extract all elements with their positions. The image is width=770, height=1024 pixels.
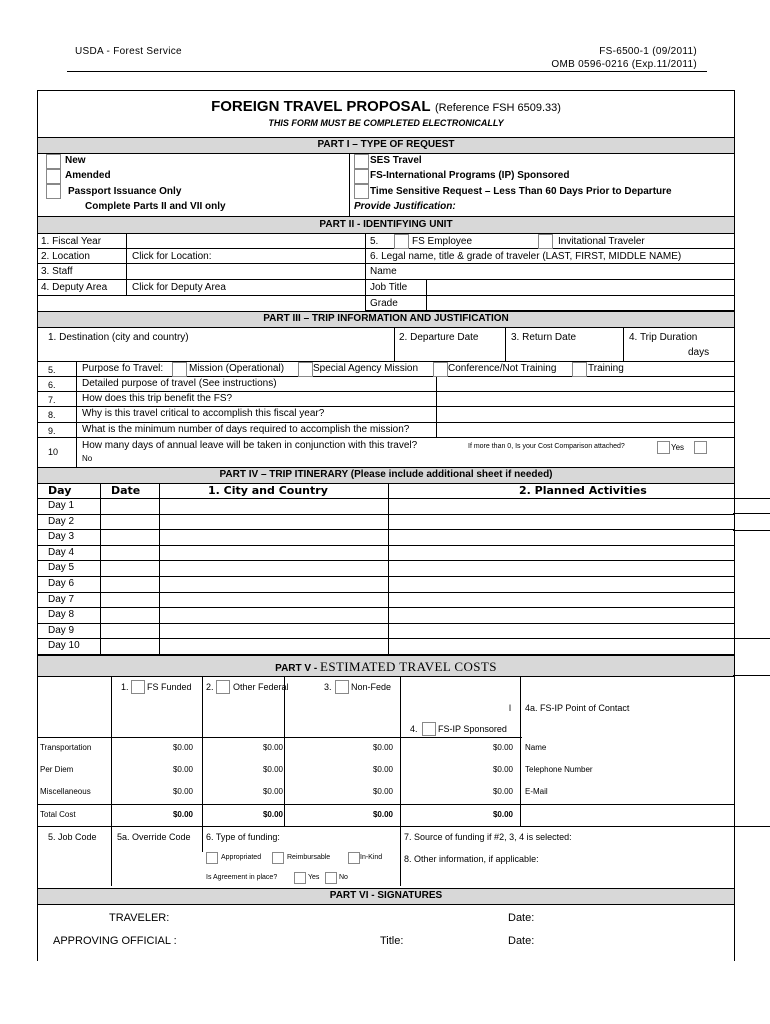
job-title-label: Job Title — [370, 282, 408, 293]
cost-row-label: Per Diem — [40, 765, 74, 774]
c2-number: 2. — [206, 682, 214, 692]
cost-non-federal: $0.00 — [372, 787, 393, 796]
purpose-label: Purpose fo Travel: — [82, 363, 164, 374]
cost-fsip: $0.00 — [492, 743, 513, 752]
itinerary-day-label: Day 4 — [48, 546, 75, 558]
deputy-area-select[interactable]: Click for Deputy Area — [132, 282, 226, 293]
deputy-area-label: 4. Deputy Area — [41, 282, 108, 293]
poc-field-label: E-Mail — [525, 787, 548, 796]
training-label: Training — [588, 363, 624, 374]
cost-fs-funded: $0.00 — [172, 765, 193, 774]
legal-name-label: 6. Legal name, title & grade of traveler (LAST, FIRST, MIDDLE NAME) — [370, 251, 682, 262]
fsip-label: FS-International Programs (IP) Sponsored — [370, 170, 570, 181]
form-number: FS-6500-1 (09/2011) — [599, 46, 697, 57]
q5-number: 5. — [48, 365, 56, 375]
mission-label: Mission (Operational) — [189, 363, 285, 374]
new-checkbox[interactable] — [46, 154, 61, 169]
header-rule — [67, 71, 707, 72]
itinerary-day-label: Day 1 — [48, 500, 75, 511]
cost-other-federal: $0.00 — [262, 743, 283, 752]
itinerary-day-label: Day 2 — [48, 515, 75, 527]
cost-fs-funded: $0.00 — [172, 743, 193, 752]
part5-heading — [38, 658, 734, 676]
q6-label: Detailed purpose of travel (See instructions) — [82, 378, 277, 389]
traveler-label: TRAVELER: — [109, 912, 170, 924]
total-cost-label: Total Cost — [40, 810, 76, 819]
destination-label: 1. Destination (city and country) — [48, 332, 189, 343]
fs-employee-checkbox[interactable] — [394, 234, 409, 249]
duration-label: 4. Trip Duration — [629, 332, 698, 343]
itinerary-day-label: Day 3 — [48, 531, 75, 543]
approver-title-label: Title: — [380, 935, 404, 947]
total-v1: $0.00 — [172, 810, 193, 819]
name-label: Name — [370, 266, 397, 277]
col-day-header: Day — [48, 484, 72, 497]
part5-heading-title: ESTIMATED TRAVEL COSTS — [319, 659, 497, 674]
passport-note: Complete Parts II and VII only — [85, 201, 226, 212]
cost-fsip: $0.00 — [492, 787, 513, 796]
c1-number: 1. — [121, 682, 129, 692]
poc-field-label: Name — [525, 743, 547, 752]
amended-checkbox[interactable] — [46, 169, 61, 184]
itinerary-day-label: Day 8 — [48, 609, 75, 621]
time-sensitive-label: Time Sensitive Request – Less Than 60 Days Prior to Departure — [370, 186, 672, 197]
l-mark: l — [509, 703, 511, 713]
part5-heading-prefix: PART V - — [275, 663, 320, 674]
agency-name: USDA - Forest Service — [75, 46, 182, 57]
override-code-label: 5a. Override Code — [117, 832, 191, 842]
total-v4: $0.00 — [492, 810, 513, 819]
appropriated-checkbox[interactable] — [206, 852, 218, 864]
other-info-label: 8. Other information, if applicable: — [404, 854, 539, 864]
agreement-no-checkbox[interactable] — [325, 872, 337, 884]
cost-fsip: $0.00 — [492, 765, 513, 774]
ses-label: SES Travel — [370, 155, 422, 166]
q10-no: No — [82, 454, 93, 463]
fiscal-year-label: 1. Fiscal Year — [41, 236, 102, 247]
amended-label: Amended — [65, 170, 111, 181]
non-federal-label: Non-Fede — [351, 682, 392, 692]
fsip-checkbox[interactable] — [354, 169, 369, 184]
special-mission-checkbox[interactable] — [298, 362, 313, 377]
form-reference: (Reference FSH 6509.33) — [434, 102, 561, 114]
traveler-date-label: Date: — [508, 912, 535, 924]
cost-fs-funded: $0.00 — [172, 787, 193, 796]
q9-label: What is the minimum number of days required to accomplish the mission? — [82, 424, 410, 435]
foreign-travel-form — [37, 90, 735, 961]
q7-label: How does this trip benefit the FS? — [82, 393, 233, 404]
return-label: 3. Return Date — [511, 332, 577, 343]
time-sensitive-checkbox[interactable] — [354, 184, 369, 199]
duration-days: days — [688, 347, 710, 358]
location-select[interactable]: Click for Location: — [132, 251, 212, 262]
col-activities-header: 2. Planned Activities — [519, 484, 647, 497]
agreement-yes-checkbox[interactable] — [294, 872, 306, 884]
agreement-no-label: No — [339, 874, 348, 881]
form-subtitle: THIS FORM MUST BE COMPLETED ELECTRONICALLY — [268, 118, 504, 128]
job-code-label: 5. Job Code — [48, 832, 97, 842]
fs-employee-label: FS Employee — [412, 236, 473, 247]
fsip-poc-label: 4a. FS-IP Point of Contact — [525, 703, 630, 713]
part1-heading: PART I – TYPE OF REQUEST — [317, 139, 455, 150]
part3-heading: PART III – TRIP INFORMATION AND JUSTIFICATION — [263, 313, 509, 324]
part2-heading: PART II - IDENTIFYING UNIT — [319, 219, 453, 230]
q10-number: 10 — [48, 447, 59, 457]
conference-label: Conference/Not Training — [448, 363, 557, 374]
provide-justification-label: Provide Justification: — [354, 201, 456, 212]
part6-heading: PART VI - SIGNATURES — [329, 890, 443, 901]
location-label: 2. Location — [41, 251, 90, 262]
itinerary-day-label: Day 6 — [48, 578, 75, 589]
funding-type-label: 6. Type of funding: — [206, 832, 280, 842]
q6-number: 6. — [48, 380, 56, 390]
itinerary-day-label: Day 5 — [48, 562, 75, 574]
col-city-header: 1. City and Country — [208, 484, 328, 497]
form-title — [38, 98, 734, 116]
conference-checkbox[interactable] — [433, 362, 448, 377]
passport-checkbox[interactable] — [46, 184, 61, 199]
cost-comparison-yes: Yes — [671, 443, 685, 452]
fs-funded-label: FS Funded — [147, 682, 192, 692]
q7-number: 7. — [48, 395, 56, 405]
cost-non-federal: $0.00 — [372, 765, 393, 774]
special-mission-label: Special Agency Mission — [313, 363, 419, 374]
cost-other-federal: $0.00 — [262, 765, 283, 774]
q8-label: Why is this travel critical to accomplish this fiscal year? — [82, 408, 325, 419]
cost-comparison-yes-checkbox[interactable] — [657, 441, 670, 454]
itinerary-day-label: Day 9 — [48, 624, 75, 636]
reimbursable-label: Reimbursable — [287, 854, 331, 861]
cost-comparison-no-checkbox[interactable] — [694, 441, 707, 454]
invitational-checkbox[interactable] — [538, 234, 553, 249]
inkind-label: In-Kind — [360, 854, 383, 861]
new-label: New — [65, 155, 86, 166]
q9-number: 9. — [48, 426, 56, 436]
other-federal-checkbox[interactable] — [216, 680, 230, 694]
appropriated-label: Appropriated — [221, 854, 262, 861]
c4-number: 4. — [410, 724, 418, 734]
other-federal-label: Other Federal — [233, 682, 289, 692]
mission-checkbox[interactable] — [172, 362, 187, 377]
approving-official-label: APPROVING OFFICIAL : — [53, 935, 177, 947]
itinerary-day-label: Day 10 — [48, 640, 80, 652]
inkind-checkbox[interactable] — [348, 852, 360, 864]
departure-label: 2. Departure Date — [399, 332, 479, 343]
cost-comparison-label: If more than 0, Is your Cost Comparison attached? — [468, 443, 625, 450]
q10-label: How many days of annual leave will be taken in conjunction with this travel? — [82, 440, 418, 451]
cost-other-federal: $0.00 — [262, 787, 283, 796]
ses-checkbox[interactable] — [354, 154, 369, 169]
fs-funded-checkbox[interactable] — [131, 680, 145, 694]
training-checkbox[interactable] — [572, 362, 587, 377]
form-title-main: FOREIGN TRAVEL PROPOSAL — [211, 98, 431, 115]
c3-number: 3. — [324, 682, 332, 692]
agreement-label: Is Agreement in place? — [206, 874, 278, 881]
reimbursable-checkbox[interactable] — [272, 852, 284, 864]
col-date-header: Date — [111, 484, 141, 497]
total-v3: $0.00 — [372, 810, 393, 819]
poc-field-label: Telephone Number — [525, 765, 593, 774]
cost-row-label: Transportation — [40, 743, 92, 752]
cost-non-federal: $0.00 — [372, 743, 393, 752]
part4-heading: PART IV – TRIP ITINERARY (Please include additional sheet if needed) — [219, 469, 553, 480]
item5-number: 5. — [370, 236, 379, 247]
invitational-label: Invitational Traveler — [558, 236, 645, 247]
non-federal-checkbox[interactable] — [335, 680, 349, 694]
agreement-yes-label: Yes — [308, 874, 320, 881]
funding-source-label: 7. Source of funding if #2, 3, 4 is selected: — [404, 832, 572, 842]
itinerary-day-label: Day 7 — [48, 593, 75, 605]
cost-row-label: Miscellaneous — [40, 787, 91, 796]
total-v2: $0.00 — [262, 810, 283, 819]
staff-label: 3. Staff — [41, 266, 73, 277]
fsip-sponsored-checkbox[interactable] — [422, 722, 436, 736]
fsip-sponsored-label: FS-IP Sponsored — [438, 724, 507, 734]
passport-label: Passport Issuance Only — [68, 186, 182, 197]
grade-label: Grade — [370, 298, 398, 309]
approver-date-label: Date: — [508, 935, 535, 947]
q8-number: 8. — [48, 410, 56, 420]
omb-number: OMB 0596-0216 (Exp.11/2011) — [551, 59, 697, 70]
